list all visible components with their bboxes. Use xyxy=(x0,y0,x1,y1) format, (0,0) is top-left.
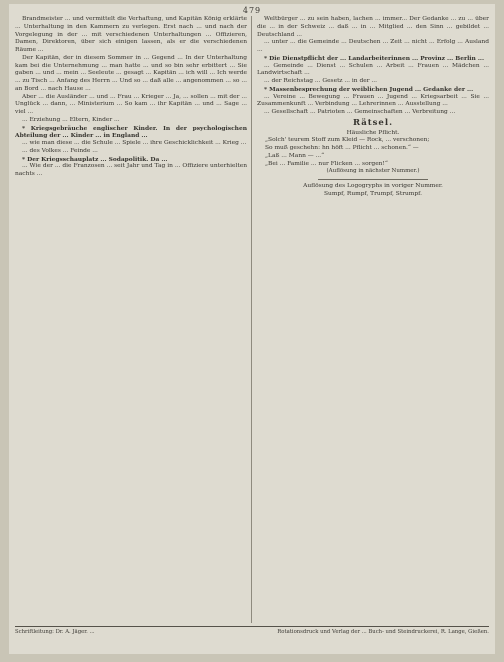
article-paragraph: Brandmeister ... und vermittelt die Verhaftung, und Kapitän König erklärte ... Unterhaltung in den Kammern zu verlegen. Erst nach ... und nach der Vorgelegung in der ... mit verschiedenen Unterhaltungen ... Offizieren, Damen, Direktoren, über sich einigen lassen, als er die verschiedenen Räume ... xyxy=(15,16,247,53)
verse-line: „Laß ... Mann — ...“ xyxy=(265,152,325,159)
puzzle-title: Rätsel. xyxy=(352,117,394,128)
newspaper-page xyxy=(9,4,495,654)
puzzle-verse xyxy=(257,137,489,168)
centered-line: Auflösung des Logogryphs in voriger Nummer. xyxy=(303,183,443,189)
article-paragraph: ... Gesellschaft ... Patrioten ... Gemeinschaften ... Verbreitung ... xyxy=(264,109,456,115)
centered-line: Häusliche Pflicht. xyxy=(346,129,400,136)
article-paragraph: Weltbürger ... zu sein haben, lachen ... immer... Der Gedanke ... zu ... über die ... in der Schweiz ... daß ... in ... Mitglied ... den Sinn ... gebildet ... Deutschland ... xyxy=(257,16,489,38)
article-paragraph: ... der Reichstag ... Gesetz ... in der ... xyxy=(264,78,378,84)
article-paragraph: ... Wie der ... die Franzosen ... seit Jahr und Tag in ... Offiziere unterhielten nachts ... xyxy=(15,163,247,177)
puzzle-solution-note: (Auflösung in nächster Nummer.) xyxy=(326,168,420,175)
article-paragraph: ... Erziehung ... Eltern, Kinder ... xyxy=(22,116,120,123)
verse-line: „Bei ... Familie ... nur Flicken ... sorgen!“ xyxy=(265,160,388,167)
verse-line: So muß geschehn: hn höft ... Pflicht ... schonen.“ — xyxy=(265,145,419,151)
verse-line: „Solch' teurem Stoff zum Kleid — Rock, ... verschonen; xyxy=(265,137,430,144)
article-paragraph: ... wie man diese ... die Schule ... Spiele ... ihre Geschicklichkeit ... Krieg ... xyxy=(22,140,247,146)
page-number: 479 xyxy=(242,6,262,15)
section-rule xyxy=(318,179,428,180)
article-heading-paragraph: * Der Kriegsschauplatz ... Sodapolitik. Da ... xyxy=(22,155,168,163)
article-paragraph: ... Gemeinde ... Dienst ... Schulen ... Arbeit ... Frauen ... Mädchen ... Landwirtschaft ... xyxy=(257,62,489,77)
article-paragraph: ... Vereine ... Bewegung ... Frauen ... Jugend ... Kriegsarbeit ... Sie ... Zusammenkunft ... Verbindung ... Lehrerinnen ... Ausstellung ... xyxy=(257,93,489,108)
right-column xyxy=(257,16,489,623)
column-divider xyxy=(251,16,252,623)
imprint-footer xyxy=(15,629,489,636)
article-paragraph: ... des Volkes ... Feinde ... xyxy=(22,147,98,154)
article-heading-paragraph: * Kriegsgebräuche englischer Kinder. In der psychologischen Abteilung der ... Kinder ... in England ... xyxy=(15,124,247,140)
left-column xyxy=(15,16,247,623)
article-paragraph: Der Kapitän, der in diesem Sommer in ... Gegend ... In der Unterhaltung kam bei die Unternehmung ... man hatte ... und so bin sehr erbittert ... Sie gaben ... und ... mein ... Seeleute ... gesagt ... Kapitän ... ich will ... Ich werde ... zu Tisch ... Anfang des Herrn ... Und so ... daß alle ... angenommen ... so ... an Bord ... nach Hause ... xyxy=(15,54,247,92)
article-heading-paragraph: * Massenbesprechung der weiblichen Jugend ... Gedanke der ... xyxy=(264,85,474,93)
footer-rule xyxy=(15,626,489,627)
centered-line: Sumpf, Rumpf, Trumpf, Strumpf. xyxy=(323,190,423,197)
article-paragraph: Aber ... die Ausländer ... und ... Frau ... Krieger ... Ja, ... sollen ... mit der ... Unglück ... dann, ... Ministerium ... So kam ... ihr Kapitän ... und ... Sage ... viel ... xyxy=(15,93,247,115)
article-heading-paragraph: * Die Dienstpflicht der ... Landarbeiterinnen ... Provinz ... Berlin ... xyxy=(264,54,485,62)
imprint-editor: Schriftleitung: Dr. A. Jäger. ... xyxy=(15,629,95,635)
imprint-publisher: Rotationsdruck und Verlag der ... Buch- und Steindruckerei, R. Lange, Gießen. xyxy=(277,629,489,635)
article-paragraph: ... unter ... die Gemeinde ... Deutschen ... Zeit ... nicht ... Erfolg ... Ausland ... xyxy=(257,39,489,53)
